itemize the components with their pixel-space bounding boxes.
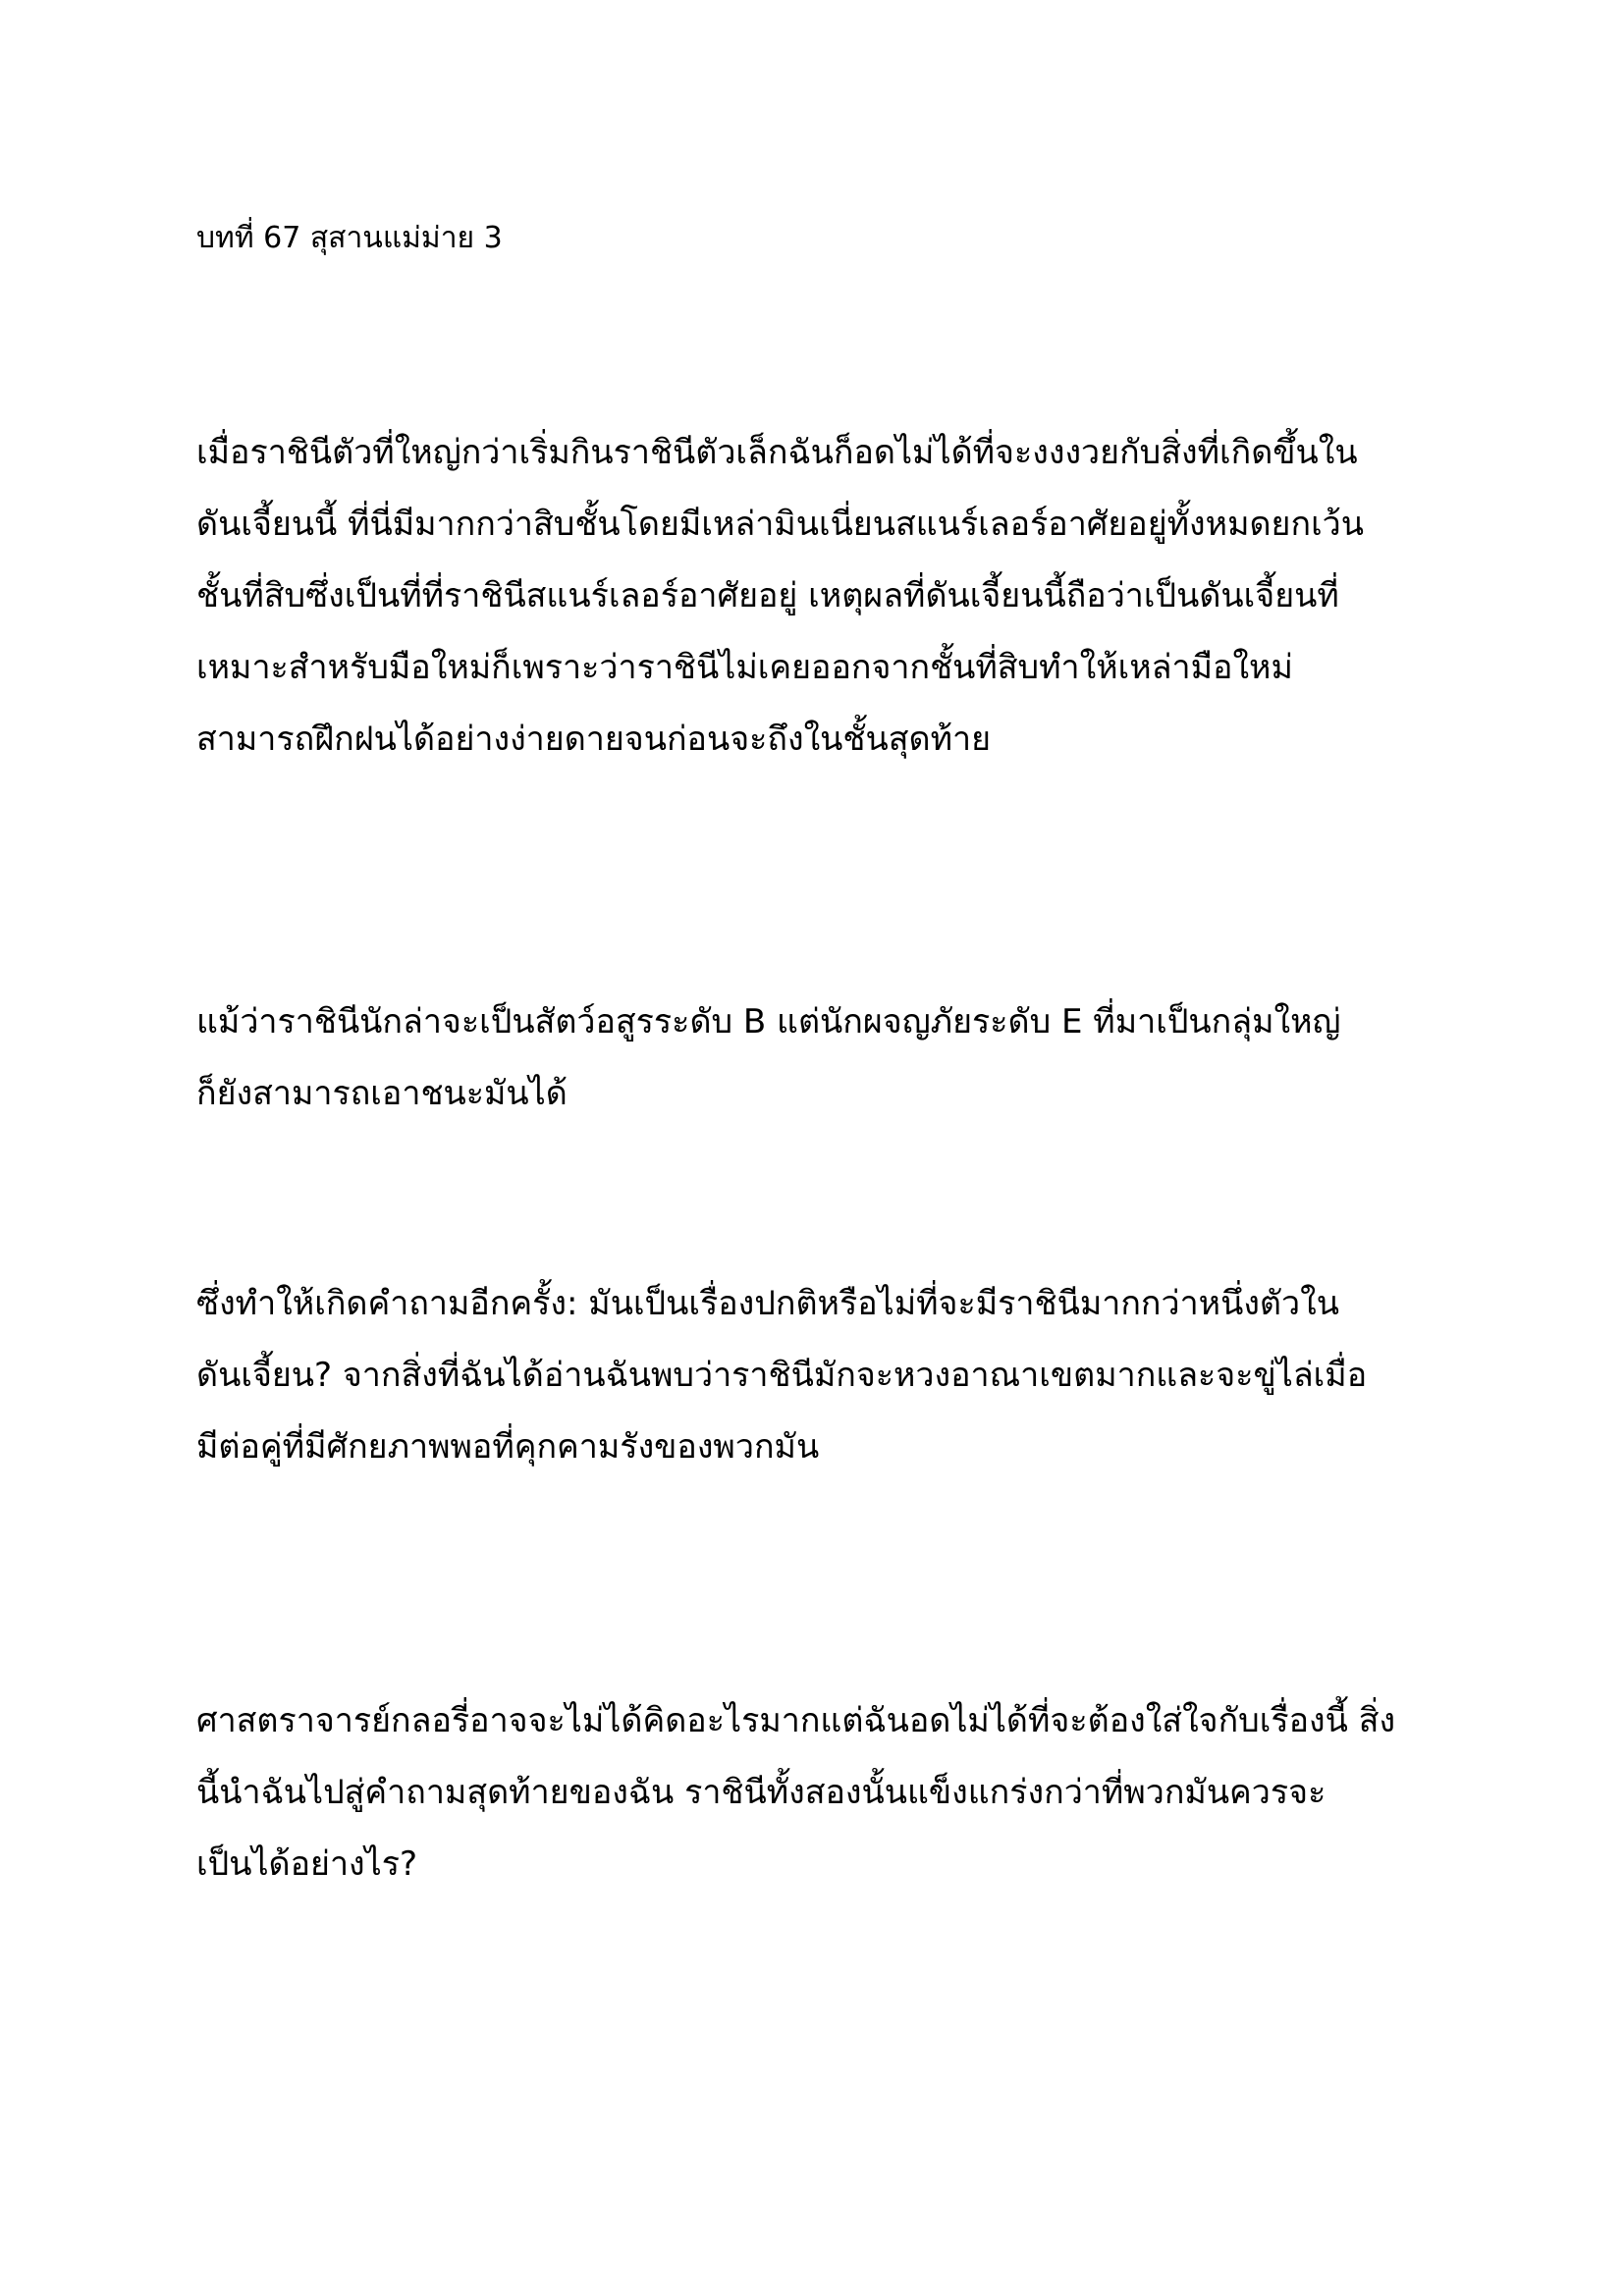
paragraph-3 bbox=[196, 1268, 1473, 1483]
paragraph-line: เมื่อราชินีตัวที่ใหญ่กว่าเริ่มกินราชินีตัวเล็กฉันก็อดไม่ได้ที่จะงงงวยกับสิ่งที่เกิดขึ้นใน bbox=[196, 433, 1358, 472]
chapter-title: บทที่ 67 สุสานแม่ม่าย 3 bbox=[196, 221, 503, 255]
paragraph-2 bbox=[196, 987, 1473, 1130]
paragraph-4 bbox=[196, 1685, 1473, 1900]
paragraph-line: ชั้นที่สิบซึ่งเป็นที่ที่ราชินีสแนร์เลอร์อาศัยอยู่ เหตุผลที่ดันเจี้ยนนี้ถือว่าเป็นดันเจี้ยนที่ bbox=[196, 576, 1339, 615]
paragraph-line: สามารถฝึกฝนได้อย่างง่ายดายจนก่อนจะถึงในชั้นสุดท้าย bbox=[196, 720, 991, 759]
paragraph-line: แม้ว่าราชินีนักล่าจะเป็นสัตว์อสูรระดับ B แต่นักผจญภัยระดับ E ที่มาเป็นกลุ่มใหญ่ bbox=[196, 1002, 1341, 1041]
paragraph-line: ดันเจี้ยน? จากสิ่งที่ฉันได้อ่านฉันพบว่าราชินีมักจะหวงอาณาเขตมากและจะขู่ไล่เมื่อ bbox=[196, 1356, 1368, 1395]
paragraph-line: เหมาะสำหรับมือใหม่ก็เพราะว่าราชินีไม่เคยออกจากชั้นที่สิบทำให้เหล่ามือใหม่ bbox=[196, 648, 1293, 687]
paragraph-line: นี้นำฉันไปสู่คำถามสุดท้ายของฉัน ราชินีทั้งสองนั้นแข็งแกร่งกว่าที่พวกมันควรจะ bbox=[196, 1773, 1326, 1812]
paragraph-line: เป็นได้อย่างไร? bbox=[196, 1844, 418, 1884]
paragraph-1 bbox=[196, 417, 1473, 775]
paragraph-line: ก็ยังสามารถเอาชนะมันได้ bbox=[196, 1074, 568, 1113]
paragraph-line: ดันเจี้ยนนี้ ที่นี่มีมากกว่าสิบชั้นโดยมีเหล่ามินเนี่ยนสแนร์เลอร์อาศัยอยู่ทั้งหมดยกเว้น bbox=[196, 505, 1365, 544]
paragraph-line: ซึ่งทำให้เกิดคำถามอีกครั้ง: มันเป็นเรื่องปกติหรือไม่ที่จะมีราชินีมากกว่าหนึ่งตัวใน bbox=[196, 1284, 1339, 1323]
paragraph-line: ศาสตราจารย์กลอรี่อาจจะไม่ได้คิดอะไรมากแต่ฉันอดไม่ได้ที่จะต้องใส่ใจกับเรื่องนี้ สิ่ง bbox=[196, 1701, 1396, 1740]
paragraph-line: มีต่อคู่ที่มีศักยภาพพอที่คุกคามรังของพวกมัน bbox=[196, 1427, 820, 1467]
